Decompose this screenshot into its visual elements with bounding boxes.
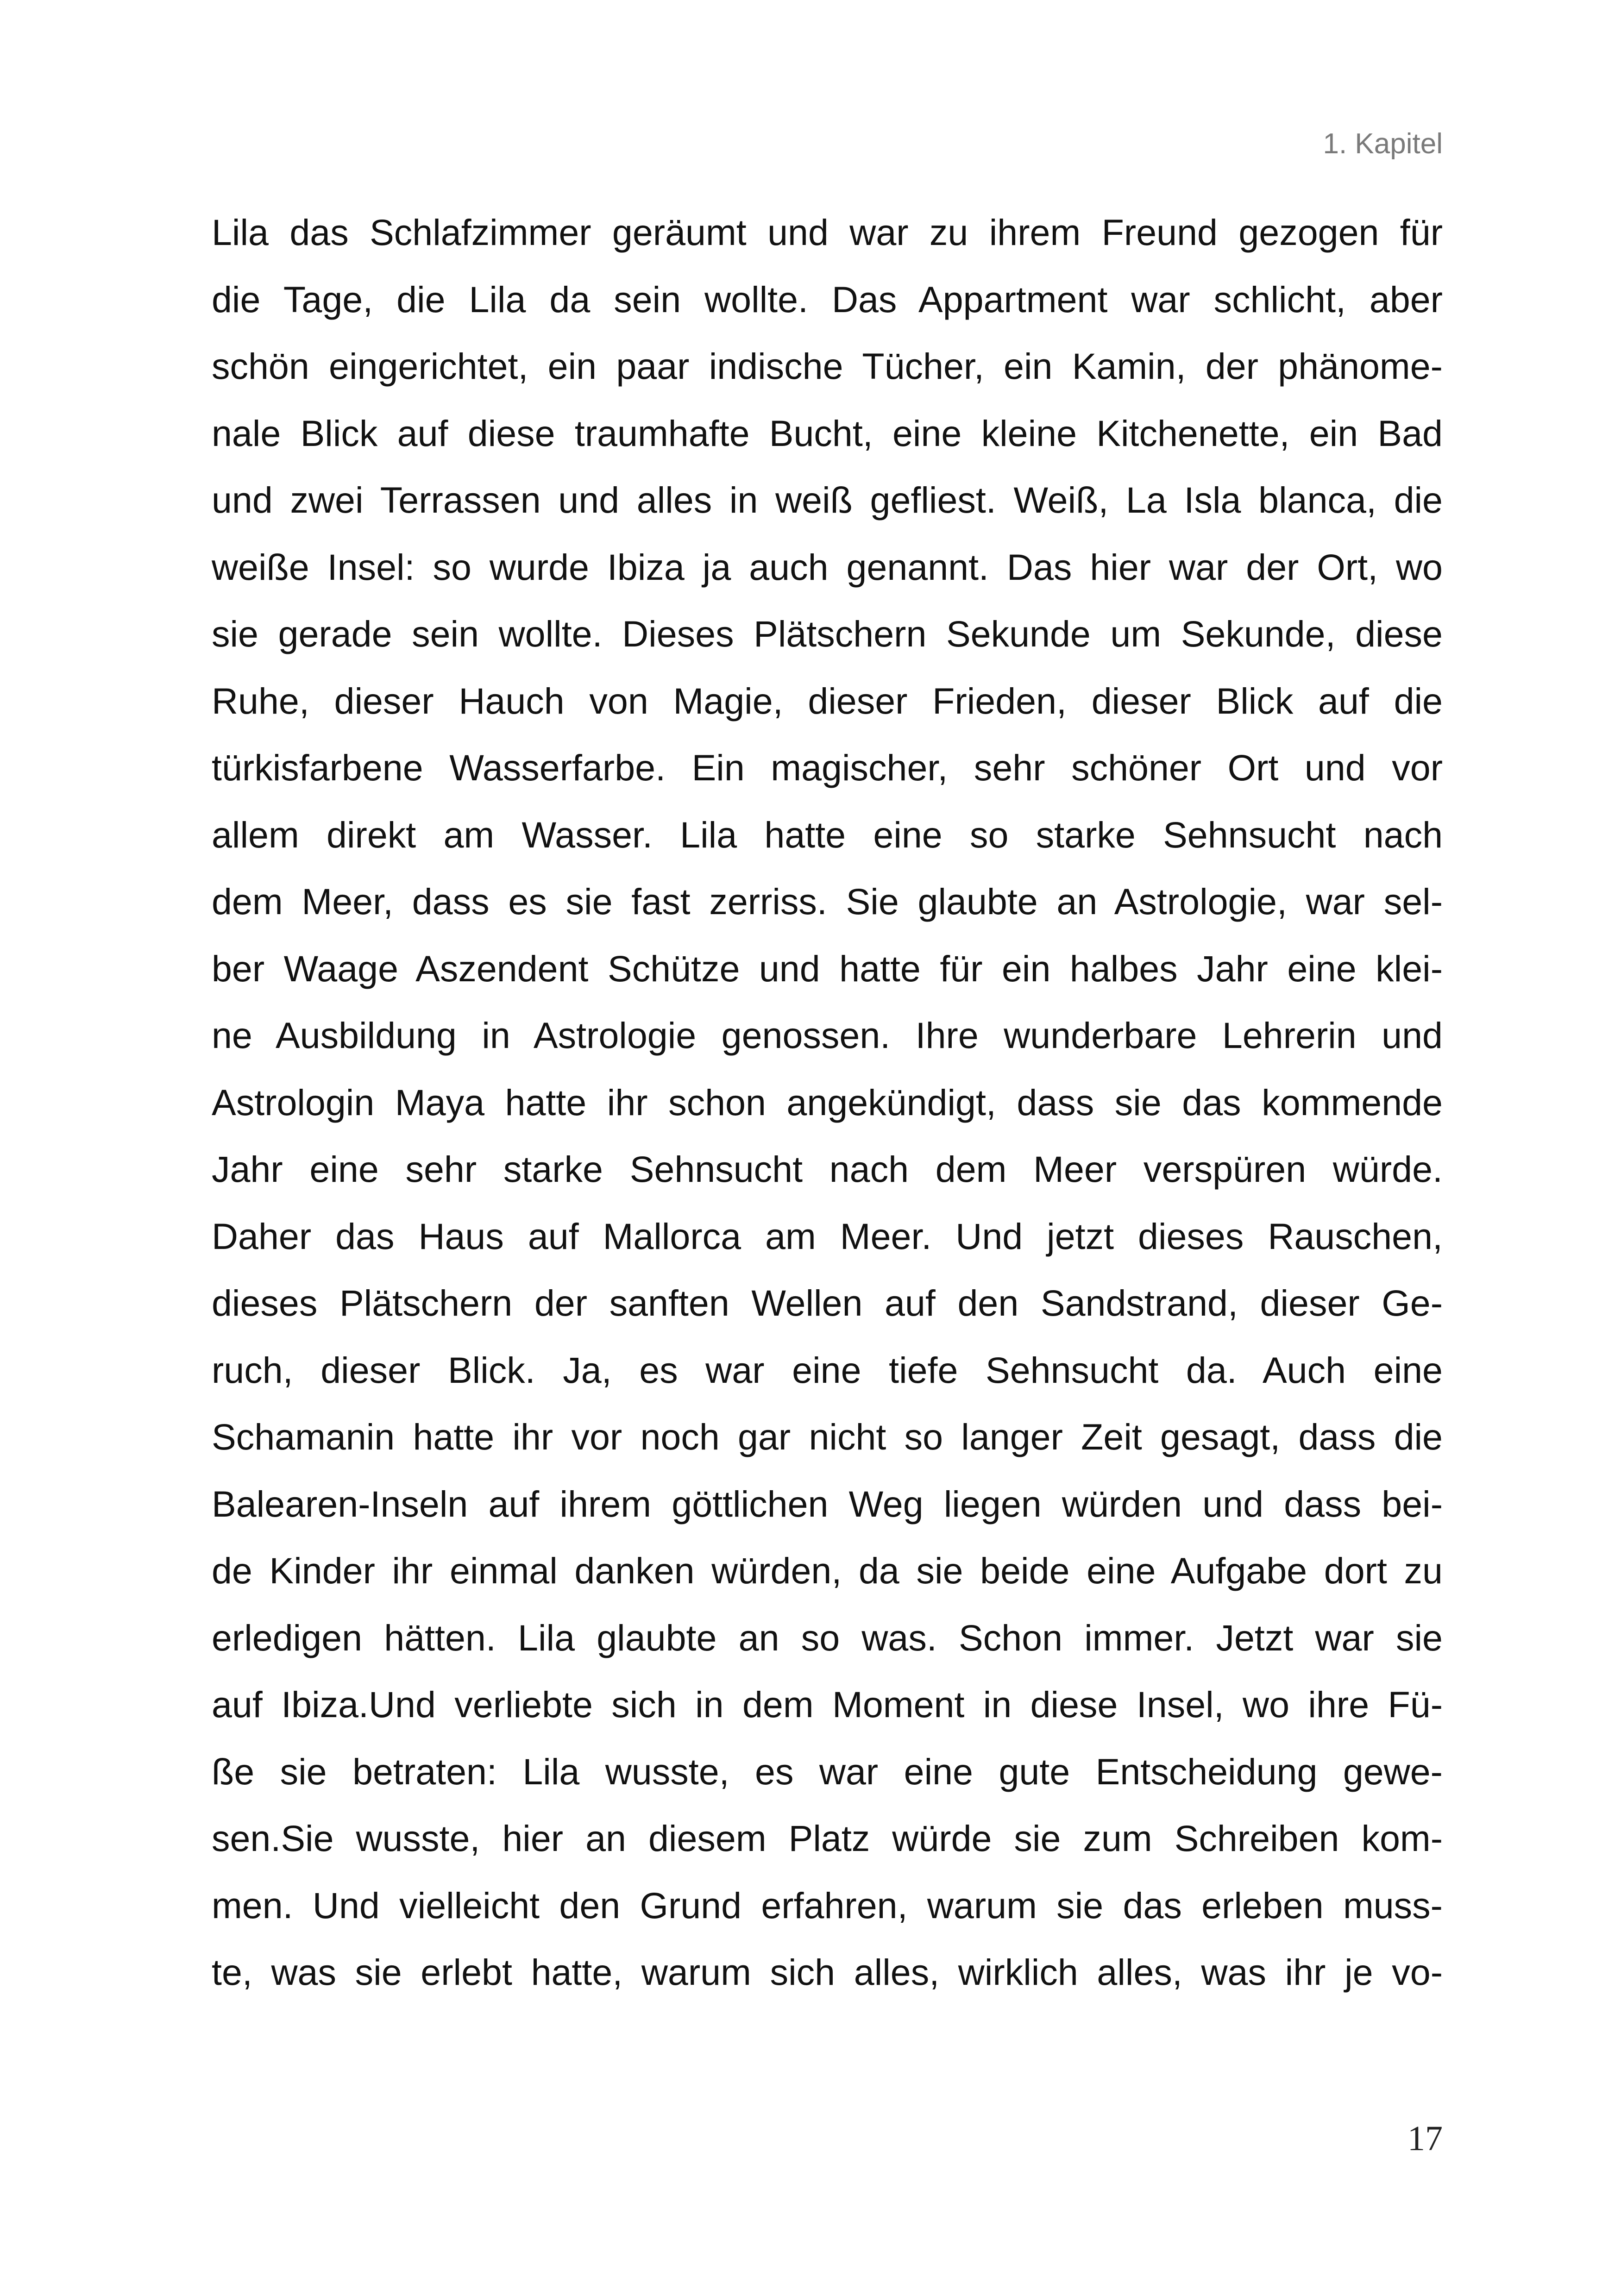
text-line: die Tage, die Lila da sein wollte. Das Appartment war schlicht, aber	[212, 278, 1443, 320]
text-line: dieses Plätschern der sanften Wellen auf den Sandstrand, dieser Ge-	[212, 1282, 1443, 1324]
text-line: Astrologin Maya hatte ihr schon angekündigt, dass sie das kommende	[212, 1081, 1443, 1123]
text-line: Balearen-Inseln auf ihrem göttlichen Weg liegen würden und dass bei-	[212, 1483, 1443, 1524]
text-line: ruch, dieser Blick. Ja, es war eine tiefe Sehnsucht da. Auch eine	[212, 1349, 1443, 1391]
text-line: te, was sie erlebt hatte, warum sich alles, wirklich alles, was ihr je vo-	[212, 1951, 1443, 1993]
text-line: dem Meer, dass es sie fast zerriss. Sie glaubte an Astrologie, war sel-	[212, 881, 1443, 922]
text-line: ße sie betraten: Lila wusste, es war eine gute Entscheidung gewe-	[212, 1750, 1443, 1792]
text-line: erledigen hätten. Lila glaubte an so was. Schon immer. Jetzt war sie	[212, 1617, 1443, 1658]
text-line: sie gerade sein wollte. Dieses Plätschern Sekunde um Sekunde, diese	[212, 613, 1443, 654]
text-line: Jahr eine sehr starke Sehnsucht nach dem Meer verspüren würde.	[212, 1148, 1443, 1190]
body-text	[212, 209, 1443, 2016]
page-number: 17	[1407, 2119, 1443, 2158]
text-line: sen.Sie wusste, hier an diesem Platz würde sie zum Schreiben kom-	[212, 1818, 1443, 1859]
text-line: ne Ausbildung in Astrologie genossen. Ihre wunderbare Lehrerin und	[212, 1015, 1443, 1056]
text-line: auf Ibiza.Und verliebte sich in dem Moment in diese Insel, wo ihre Fü-	[212, 1684, 1443, 1725]
text-line: türkisfarbene Wasserfarbe. Ein magischer, sehr schöner Ort und vor	[212, 747, 1443, 788]
text-line: Lila das Schlafzimmer geräumt und war zu ihrem Freund gezogen für	[212, 212, 1443, 253]
text-line: ber Waage Aszendent Schütze und hatte für ein halbes Jahr eine klei-	[212, 947, 1443, 989]
running-header-chapter: 1. Kapitel	[1323, 128, 1443, 160]
text-line: allem direkt am Wasser. Lila hatte eine so starke Sehnsucht nach	[212, 814, 1443, 855]
text-line: schön eingerichtet, ein paar indische Tücher, ein Kamin, der phänome-	[212, 345, 1443, 387]
text-line: Daher das Haus auf Mallorca am Meer. Und jetzt dieses Rauschen,	[212, 1215, 1443, 1257]
text-line: und zwei Terrassen und alles in weiß gefliest. Weiß, La Isla blanca, die	[212, 479, 1443, 521]
text-line: de Kinder ihr einmal danken würden, da sie beide eine Aufgabe dort zu	[212, 1550, 1443, 1591]
text-line: Ruhe, dieser Hauch von Magie, dieser Frieden, dieser Blick auf die	[212, 680, 1443, 721]
text-line: weiße Insel: so wurde Ibiza ja auch genannt. Das hier war der Ort, wo	[212, 546, 1443, 588]
text-line: nale Blick auf diese traumhafte Bucht, eine kleine Kitchenette, ein Bad	[212, 412, 1443, 454]
text-line: Schamanin hatte ihr vor noch gar nicht so langer Zeit gesagt, dass die	[212, 1416, 1443, 1457]
text-line: men. Und vielleicht den Grund erfahren, warum sie das erleben muss-	[212, 1884, 1443, 1926]
